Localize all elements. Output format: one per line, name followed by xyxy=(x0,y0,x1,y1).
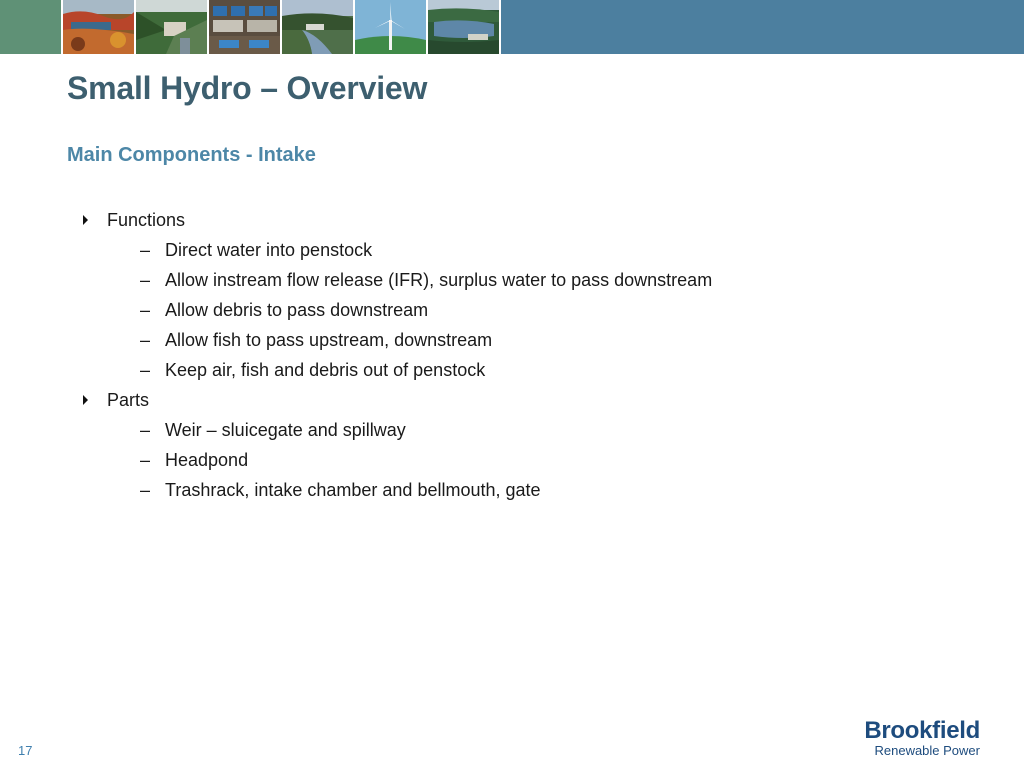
sub-bullet: – Allow debris to pass downstream xyxy=(140,300,429,320)
sub-bullet-text: Allow debris to pass downstream xyxy=(165,300,429,320)
page-number: 17 xyxy=(18,743,33,758)
slide-subtitle: Main Components - Intake xyxy=(67,144,316,166)
triangle-bullet-icon xyxy=(83,395,88,405)
sub-bullet-text: Allow fish to pass upstream, downstream xyxy=(165,330,493,350)
sub-bullet: – Headpond xyxy=(140,450,249,470)
banner-accent-block xyxy=(0,0,61,54)
bullet-list xyxy=(80,205,960,505)
triangle-bullet-icon xyxy=(83,215,88,225)
sub-bullet-text: Trashrack, intake chamber and bellmouth, gate xyxy=(165,480,541,500)
header-banner xyxy=(0,0,1024,54)
bullet-text: Parts xyxy=(107,390,150,410)
banner-photo-strip xyxy=(61,0,501,54)
sub-bullet-text: Keep air, fish and debris out of penstock xyxy=(165,360,486,380)
logo-name: Brookfield xyxy=(864,717,980,744)
slide-title: Small Hydro – Overview xyxy=(67,70,428,106)
autumn-forest-dam-photo xyxy=(63,0,134,54)
bullet-text: Functions xyxy=(107,210,186,230)
sub-bullet: – Trashrack, intake chamber and bellmouth, gate xyxy=(140,480,541,500)
sub-bullet-text: Allow instream flow release (IFR), surplus water to pass downstream xyxy=(165,270,713,290)
sub-bullet: – Direct water into penstock xyxy=(140,240,373,260)
sub-bullet: – Allow instream flow release (IFR), surplus water to pass downstream xyxy=(140,270,713,290)
wind-turbine-photo xyxy=(355,0,426,54)
bullet-parts xyxy=(80,385,960,415)
logo-tagline: Renewable Power xyxy=(874,743,980,758)
sub-bullet: – Keep air, fish and debris out of penstock xyxy=(140,360,486,380)
brookfield-logo xyxy=(864,718,980,758)
powerhouse-building-photo xyxy=(136,0,207,54)
sub-bullet-text: Headpond xyxy=(165,450,249,470)
sub-bullet-text: Direct water into penstock xyxy=(165,240,373,260)
lake-dam-photo xyxy=(428,0,499,54)
river-valley-photo xyxy=(282,0,353,54)
sub-bullet-text: Weir – sluicegate and spillway xyxy=(165,420,406,440)
bullet-functions xyxy=(80,205,960,235)
sub-bullet: – Weir – sluicegate and spillway xyxy=(140,420,406,440)
sub-bullet: – Allow fish to pass upstream, downstream xyxy=(140,330,493,350)
control-room-photo xyxy=(209,0,280,54)
